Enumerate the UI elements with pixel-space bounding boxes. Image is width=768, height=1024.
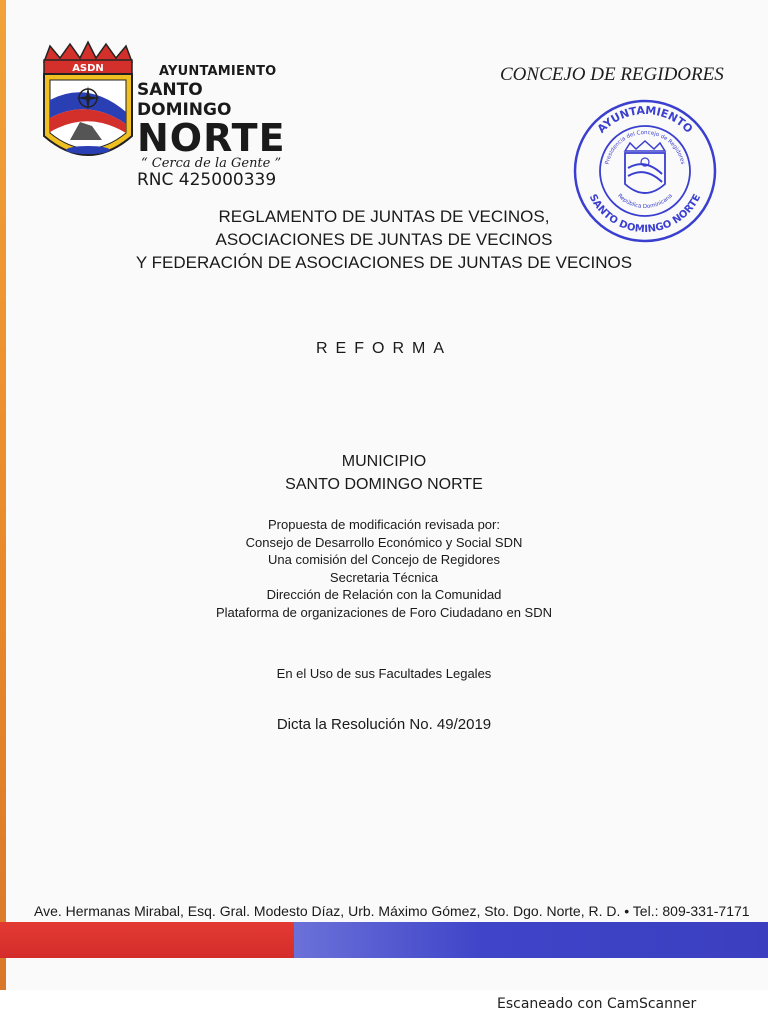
municipality-header [137, 64, 297, 190]
logo-banner-text: ASDN [72, 63, 104, 74]
municipio-block [0, 450, 768, 496]
asdn-logo [40, 40, 136, 170]
title-line-1: REGLAMENTO DE JUNTAS DE VECINOS, [218, 207, 550, 226]
propuesta-item: Plataforma de organizaciones de Foro Ciudadano en SDN [215, 604, 553, 620]
regulation-title [0, 205, 768, 274]
footer-color-bar [0, 922, 768, 958]
santo-domingo-label: SANTO DOMINGO [137, 80, 232, 120]
asdn-crest-icon [40, 40, 136, 170]
facultades-line: En el Uso de sus Facultades Legales [276, 666, 492, 681]
propuesta-heading: Propuesta de modificación revisada por: [268, 517, 500, 532]
camscanner-watermark: Escaneado con CamScanner [497, 996, 697, 1012]
ayuntamiento-label: AYUNTAMIENTO [159, 64, 277, 79]
seal-inner-top: Presidencia del Concejo de Regidores [604, 129, 686, 166]
reforma-heading: REFORMA [316, 340, 452, 357]
motto: “ Cerca de la Gente ” [141, 156, 282, 171]
norte-label: NORTE [137, 116, 286, 160]
propuesta-item: Dirección de Relación con la Comunidad [266, 587, 502, 602]
footer-address: Ave. Hermanas Mirabal, Esq. Gral. Modesto Díaz, Urb. Máximo Gómez, Sto. Dgo. Norte, R. D. • Tel.: 809-331-7171 [34, 903, 750, 919]
propuesta-item: Secretaria Técnica [329, 569, 439, 585]
resolucion-line: Dicta la Resolución No. 49/2019 [276, 716, 492, 733]
rnc-number: RNC 425000339 [137, 170, 277, 190]
title-line-2: ASOCIACIONES DE JUNTAS DE VECINOS [215, 230, 553, 249]
propuesta-block [0, 516, 768, 621]
footer-blue-band [294, 922, 768, 958]
seal-outer-bottom: SANTO DOMINGO NORTE [586, 192, 704, 236]
propuesta-item: Consejo de Desarrollo Económico y Social SDN [245, 534, 523, 550]
concejo-heading: CONCEJO DE REGIDORES [500, 64, 724, 85]
propuesta-item: Una comisión del Concejo de Regidores [268, 552, 500, 567]
municipio-line-2: SANTO DOMINGO NORTE [285, 476, 483, 493]
title-line-3: Y FEDERACIÓN DE ASOCIACIONES DE JUNTAS DE VECINOS [135, 253, 633, 272]
footer-red-band [0, 922, 294, 958]
seal-outer-top: AYUNTAMIENTO [594, 103, 696, 136]
seal-inner-bottom: República Dominicana [616, 193, 674, 211]
municipio-line-1: MUNICIPIO [341, 453, 427, 470]
